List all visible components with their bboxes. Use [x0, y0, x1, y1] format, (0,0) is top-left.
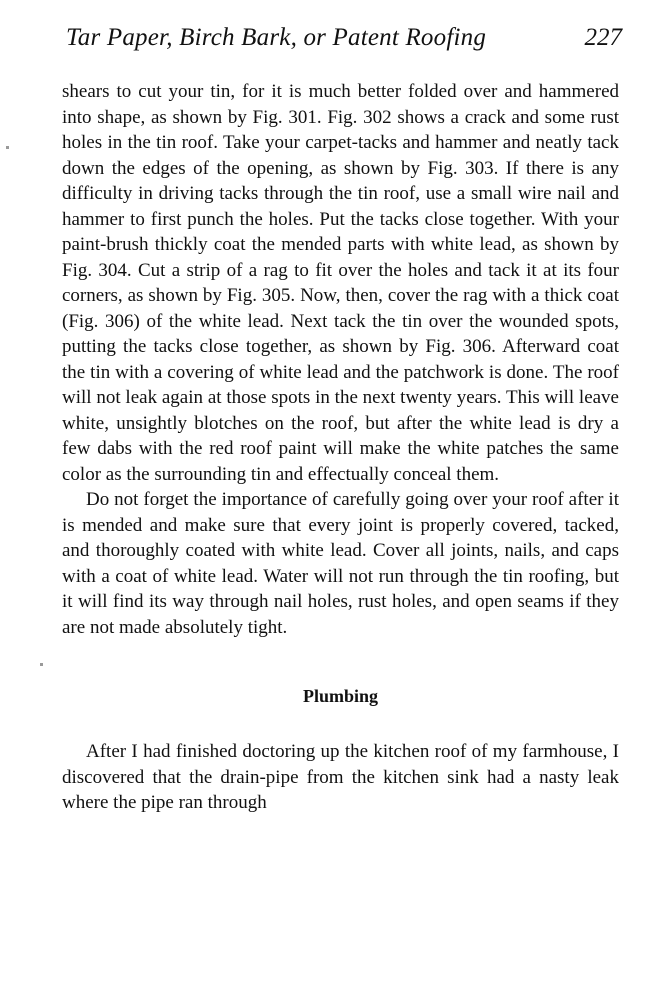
running-head [60, 24, 622, 58]
running-title: Tar Paper, Birch Bark, or Patent Roofing [66, 24, 487, 51]
section-heading: Plumbing [302, 686, 379, 706]
margin-mark [6, 146, 9, 149]
paragraph: Do not forget the importance of carefully going over your roof after it is mended and make sure that every joint is properly covered, tacked, and thoroughly coated with white lead. Cover all joints, nails, and caps with a coat of white lead. Water will not run through the tin roofing, but it will find its way through nail holes, rust holes, and open seams if they are not made absolutely tight. [62, 489, 619, 638]
margin-mark [40, 663, 43, 666]
page-number: 227 [584, 24, 622, 51]
body-text [62, 79, 619, 816]
paragraph: shears to cut your tin, for it is much better folded over and hammered into shape, as shown by Fig. 301. Fig. 302 shows a crack and some rust holes in the tin roof. Take your carpet-tacks and hammer and neatly tack down the edges of the opening, as shown by Fig. 303. If there is any difficulty in driving tacks through the tin roof, use a small wire nail and hammer to first punch the holes. Put the tacks close together. With your paint-brush thickly coat the mended parts with white lead, as shown by Fig. 304. Cut a strip of a rag to fit over the holes and tack it at its four corners, as shown by Fig. 305. Now, then, cover the rag with a thick coat (Fig. 306) of the white lead. Next tack the tin over the wounded spots, putting the tacks close together, as shown by Fig. 306. Afterward coat the tin with a covering of white lead and the patchwork is done. The roof will not leak again at those spots in the next twenty years. This will leave white, unsightly blotches on the roof, but after the white lead is dry a few dabs with the red roof paint will make the white patches the same color as the surrounding tin and effectually conceal them. [62, 81, 619, 485]
paragraph: After I had finished doctoring up the kitchen roof of my farmhouse, I discovered that the drain-pipe from the kitchen sink had a nasty leak where the pipe ran through [62, 741, 619, 813]
